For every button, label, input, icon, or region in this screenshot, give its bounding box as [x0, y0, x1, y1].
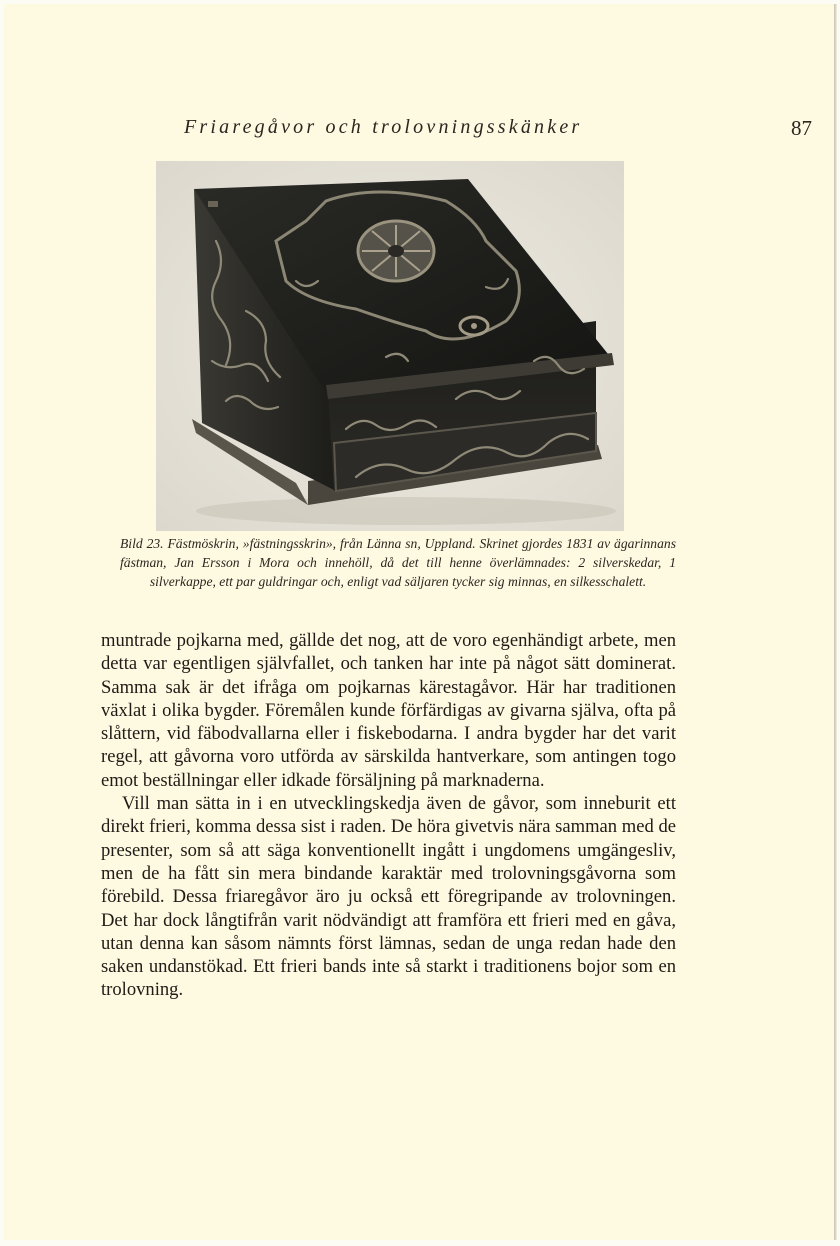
paragraph: muntrade pojkarna med, gällde det nog, att de voro egenhändigt arbete, men detta var egentligen självfallet, och tanken har inte på något sätt dominerat. Samma sak är det ifråga om pojkarnas kärestagåvor. Här har traditionen växlat i olika bygder. Föremålen kunde förfärdigas av givarna själva, ofta på slåttern, vid fäbodvallarna eller i fiskebodarna. I andra bygder har det varit regel, att gåvorna voro utförda av särskilda hantverkare, som antingen togo emot beställningar eller idkade försäljning på marknaderna.: [101, 630, 676, 791]
casket-image-icon: [156, 161, 624, 531]
body-text: [101, 629, 676, 1002]
casket-photograph: [156, 161, 624, 531]
page-number: 87: [791, 116, 812, 140]
figure-caption: Bild 23. Fästmöskrin, »fästningsskrin», från Länna sn, Uppland. Skrinet gjordes 1831 av ägarinnans fästman, Jan Ersson i Mora och innehöll, då det till henne överlämnades: 2 silverskedar, 1 silverkappe, ett par guldringar och, enligt vad säljaren tycker sig minnas, en silkesschalett.: [120, 536, 676, 589]
book-page: [4, 4, 835, 1240]
running-title: Friaregåvor och trolovningsskänker: [184, 116, 583, 138]
running-head: [184, 116, 820, 146]
paragraph: Vill man sätta in i en utvecklingskedja även de gåvor, som inneburit ett direkt frieri, komma dessa sist i raden. De höra givetvis nära samman med de presenter, som så att säga konventionellt ingått i ungdomens umgängesliv, men de ha fått sin mera bindande karaktär med trolovningsgåvorna som förebild. Dessa friaregåvor äro ju också ett föregripande av trolovningen. Det har dock långtifrån varit nödvändigt att framföra ett frieri med en gåva, utan denna kan såsom nämnts först lämnas, sedan de unga redan hade den saken undanstökad. Ett frieri bands inte så starkt i traditionens bojor som en trolovning.: [101, 793, 676, 1001]
